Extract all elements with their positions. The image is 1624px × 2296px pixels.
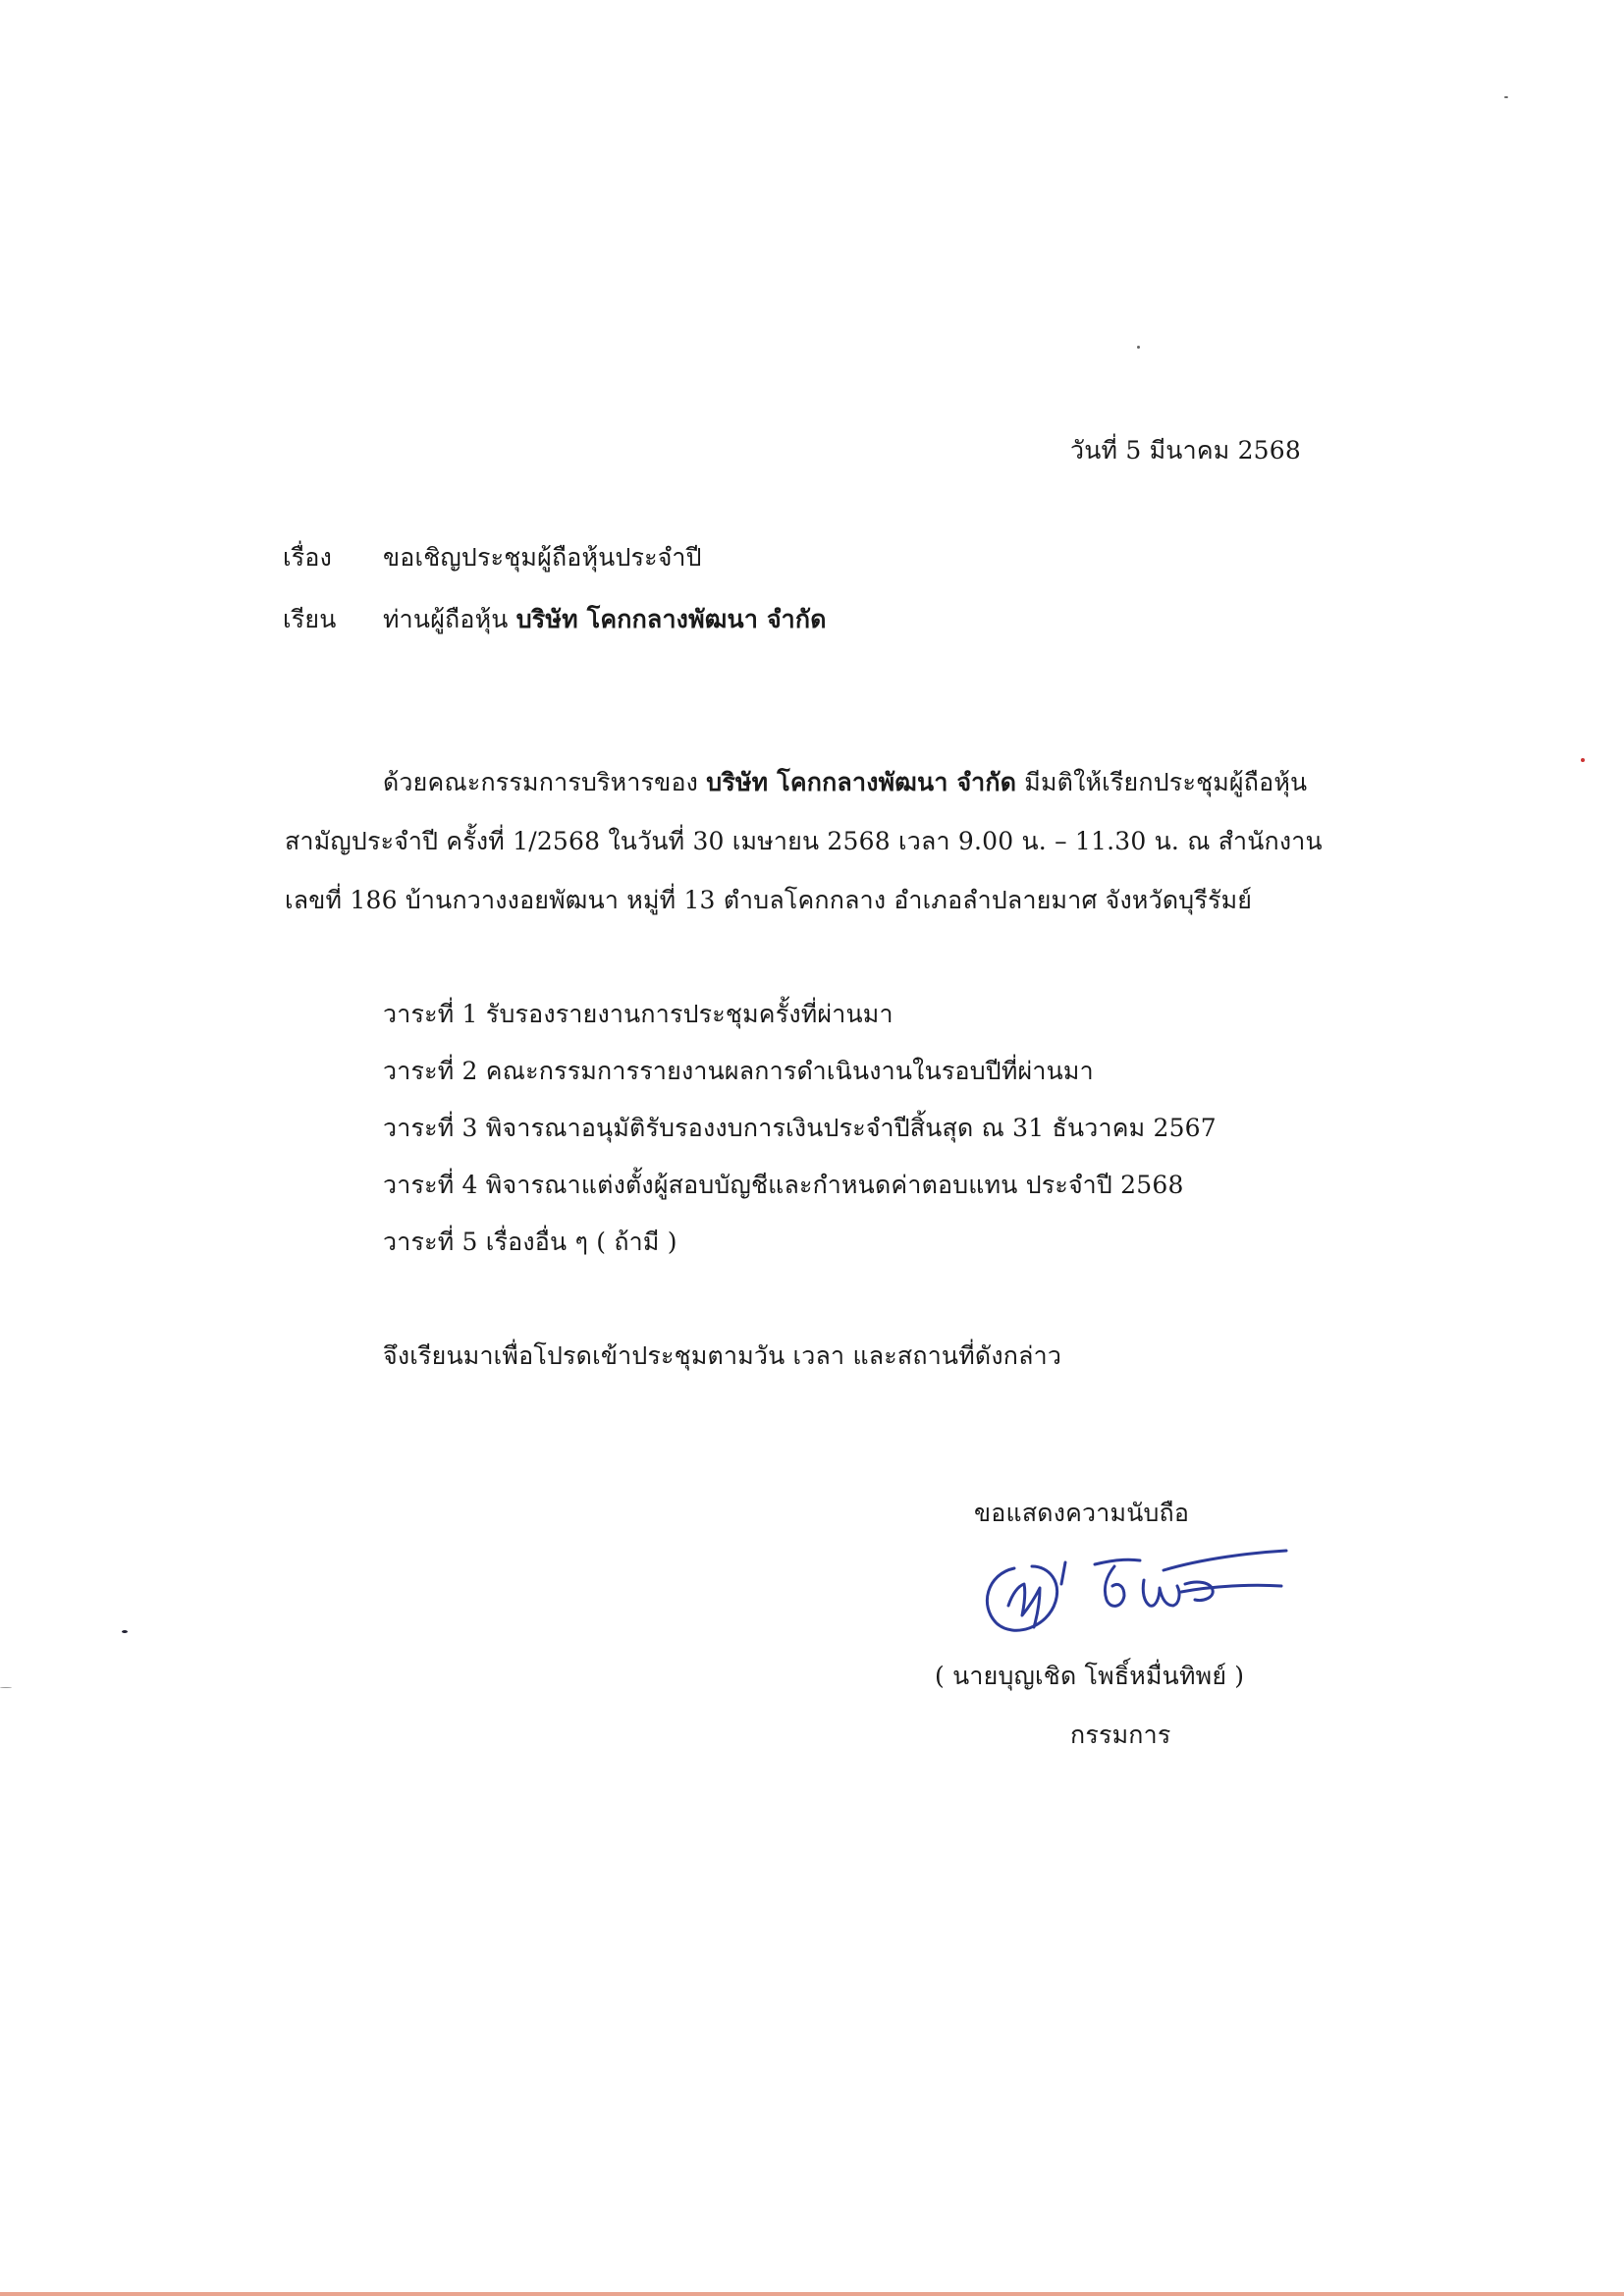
scan-speck [1504, 96, 1508, 98]
body-line-1-prefix: ด้วยคณะกรรมการบริหารของ [383, 768, 707, 796]
recipient-text [383, 603, 827, 636]
agenda-item: วาระที่ 4 พิจารณาแต่งตั้งผู้สอบบัญชีและกำหนดค่าตอบแทน ประจำปี 2568 [383, 1171, 1184, 1199]
body-line-2: สามัญประจำปี ครั้งที่ 1/2568 ในวันที่ 30 เมษายน 2568 เวลา 9.00 น. – 11.30 น. ณ สำนักงาน [285, 827, 1323, 855]
scan-speck [0, 1687, 12, 1688]
recipient-prefix: ท่านผู้ถือหุ้น [383, 605, 516, 633]
agenda-item: วาระที่ 2 คณะกรรมการรายงานผลการดำเนินงานในรอบปีที่ผ่านมา [383, 1057, 1094, 1085]
body-line-1 [383, 766, 1307, 799]
scan-speck [122, 1630, 128, 1633]
scan-speck [1137, 346, 1140, 349]
recipient-company: บริษัท โคกกลางพัฒนา จำกัด [515, 605, 827, 633]
scan-bottom-edge [0, 2292, 1624, 2296]
subject-text: ขอเชิญประชุมผู้ถือหุ้นประจำปี [383, 543, 702, 572]
scan-speck [1581, 758, 1585, 762]
signer-title: กรรมการ [1070, 1721, 1171, 1749]
body-line-1-company: บริษัท โคกกลางพัฒนา จำกัด [706, 768, 1017, 796]
subject-label: เรื่อง [283, 543, 332, 572]
body-line-3: เลขที่ 186 บ้านกวางงอยพัฒนา หมู่ที่ 13 ตำบลโคกกลาง อำเภอลำปลายมาศ จังหวัดบุรีรัมย์ [285, 886, 1253, 914]
handwritten-signature [967, 1537, 1291, 1645]
agenda-item: วาระที่ 5 เรื่องอื่น ๆ ( ถ้ามี ) [383, 1228, 677, 1256]
regards-text: ขอแสดงความนับถือ [974, 1499, 1190, 1527]
agenda-item: วาระที่ 1 รับรองรายงานการประชุมครั้งที่ผ่านมา [383, 1000, 893, 1028]
closing-sentence: จึงเรียนมาเพื่อโปรดเข้าประชุมตามวัน เวลา และสถานที่ดังกล่าว [383, 1341, 1062, 1370]
agenda-item: วาระที่ 3 พิจารณาอนุมัติรับรองงบการเงินประจำปีสิ้นสุด ณ 31 ธันวาคม 2567 [383, 1114, 1217, 1142]
signer-name: ( นายบุญเชิด โพธิ์หมื่นทิพย์ ) [935, 1662, 1245, 1690]
recipient-label: เรียน [283, 605, 337, 633]
body-line-1-suffix: มีมติให้เรียกประชุมผู้ถือหุ้น [1016, 768, 1308, 796]
letter-date: วันที่ 5 มีนาคม 2568 [1070, 436, 1301, 465]
